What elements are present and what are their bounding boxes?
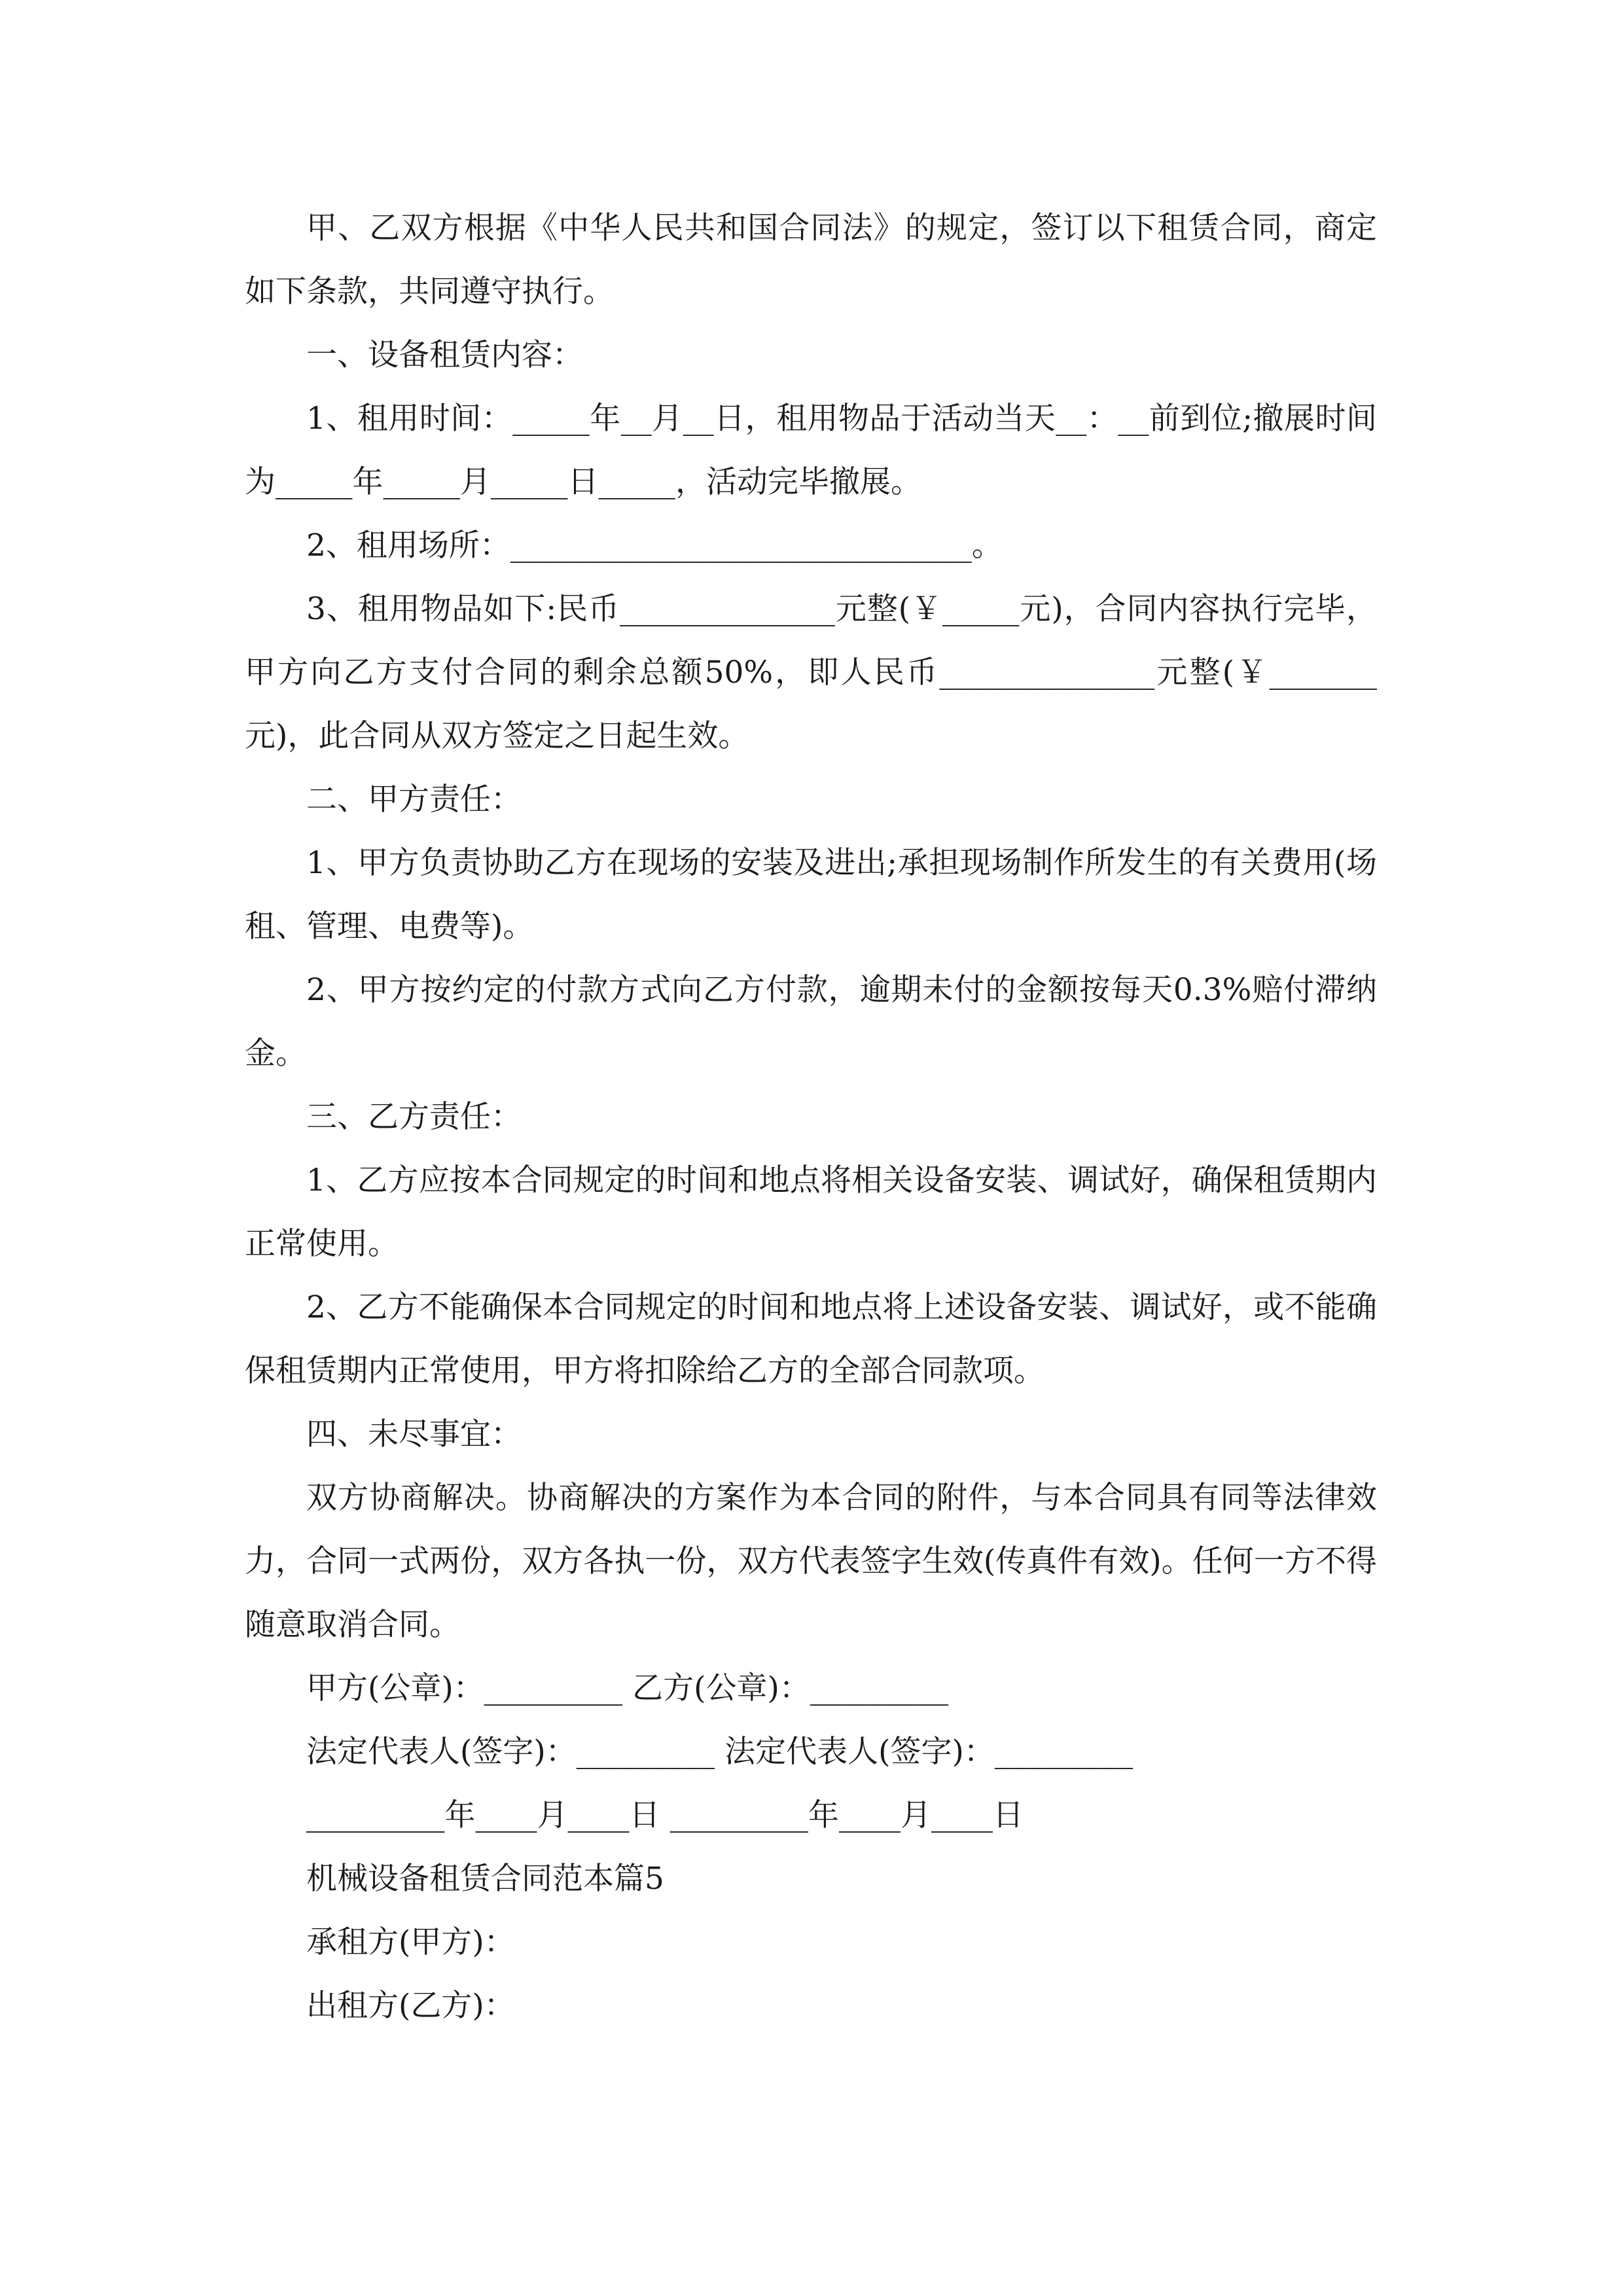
signature-representative-line: 法定代表人(签字)：_________ 法定代表人(签字)：_________ <box>306 1734 1133 1770</box>
signature-seal-line: 甲方(公章)：_________ 乙方(公章)：_________ <box>306 1670 949 1706</box>
clause-party-b-2: 2、乙方不能确保本合同规定的时间和地点将上述设备安装、调试好，或不能确保租赁期内正常使用，甲方将扣除给乙方的全部合同款项。 <box>245 1289 1377 1389</box>
clause-party-a-1: 1、甲方负责协助乙方在现场的安装及进出;承担现场制作所发生的有关费用(场租、管理、电费等)。 <box>245 845 1377 944</box>
lessee-line: 承租方(甲方)： <box>306 1924 515 1960</box>
section-heading-party-a: 二、甲方责任： <box>306 781 522 817</box>
clause-rental-items: 3、租用物品如下:民币______________元整(￥_____元)，合同内容执行完毕，甲方向乙方支付合同的剩余总额50%，即人民币______________元整(￥_______元)，此合同从双方签定之日起生效。 <box>245 591 1377 754</box>
section-heading-rental-content: 一、设备租赁内容： <box>306 337 583 373</box>
intro-paragraph: 甲、乙双方根据《中华人民共和国合同法》的规定，签订以下租赁合同，商定如下条款，共同遵守执行。 <box>245 210 1377 310</box>
section-heading-other-matters: 四、未尽事宜： <box>306 1416 522 1452</box>
clause-rental-time: 1、租用时间：_____年__月__日，租用物品于活动当天__：__前到位;撤展时间为_____年_____月_____日_____，活动完毕撤展。 <box>245 401 1377 500</box>
lessor-line: 出租方(乙方)： <box>306 1988 515 2024</box>
next-contract-title: 机械设备租赁合同范本篇5 <box>306 1861 664 1897</box>
signature-date-line: _________年____月____日 _________年____月____日 <box>306 1797 1024 1833</box>
clause-other-matters: 双方协商解决。协商解决的方案作为本合同的附件，与本合同具有同等法律效力，合同一式两份，双方各执一份，双方代表签字生效(传真件有效)。任何一方不得随意取消合同。 <box>245 1480 1377 1643</box>
clause-party-a-2: 2、甲方按约定的付款方式向乙方付款，逾期未付的金额按每天0.3%赔付滞纳金。 <box>245 972 1377 1071</box>
section-heading-party-b: 三、乙方责任： <box>306 1099 522 1135</box>
clause-party-b-1: 1、乙方应按本合同规定的时间和地点将相关设备安装、调试好，确保租赁期内正常使用。 <box>245 1162 1377 1262</box>
clause-rental-location: 2、租用场所：______________________________。 <box>306 528 1003 564</box>
document-body <box>245 196 1377 2037</box>
